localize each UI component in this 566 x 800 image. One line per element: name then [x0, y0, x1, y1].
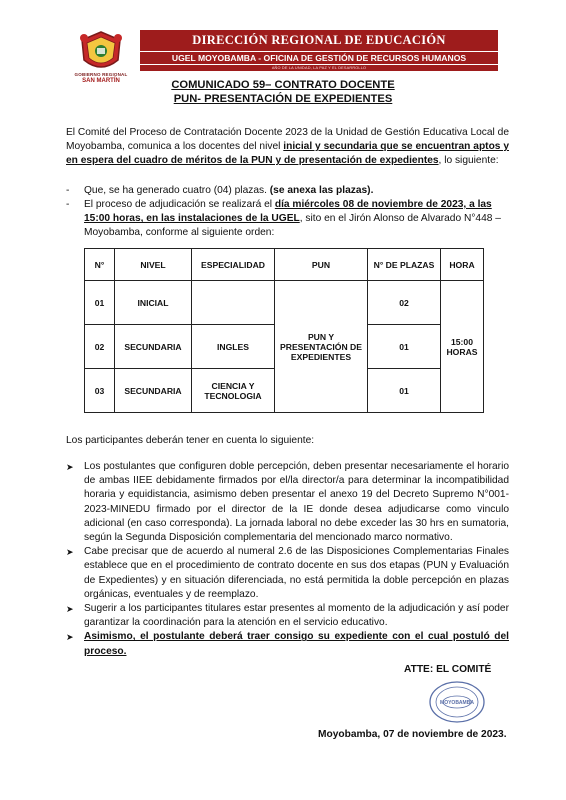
header-cell: HORA — [441, 249, 484, 281]
cell-n: 01 — [85, 281, 115, 325]
intro-text: El Comité del Proceso de Contratación Docente 2023 de la Unidad de Gestión Educativa Local de Moyobamba, comunica a los docentes del nivel — [66, 127, 509, 153]
dash-marker: - — [66, 185, 70, 196]
intro-text-end: , lo siguiente: — [438, 155, 499, 167]
bullet2-emphasis: día miércoles 08 de noviembre de 2023, a las 15:00 horas, en las instalaciones de la UGEL — [84, 199, 492, 225]
cell-especialidad: INGLES — [192, 325, 275, 369]
cell-n: 02 — [85, 325, 115, 369]
table-row — [85, 281, 484, 325]
bullet-adjudicacion — [66, 198, 509, 241]
seal-text: MOYOBAMBA — [440, 700, 474, 706]
cell-especialidad: CIENCIA Y TECNOLOGIA — [192, 369, 275, 413]
banner-sub: UGEL MOYOBAMBA - OFICINA DE GESTIÓN DE RECURSOS HUMANOS — [140, 52, 498, 64]
cell-nivel: INICIAL — [115, 281, 192, 325]
bullet2-text: El proceso de adjudicación se realizará el — [84, 199, 275, 210]
cell-plazas: 02 — [368, 281, 441, 325]
bullet-plazas — [66, 184, 509, 198]
regional-government-logo — [76, 30, 126, 74]
bullet1-emphasis: (se anexa las plazas). — [269, 185, 374, 196]
list-item — [66, 602, 509, 630]
intro-emphasis: inicial y secundaria que se encuentran aptos y en espera del cuadro de méritos de la PUN y de presentación de expedientes — [66, 141, 510, 167]
closing-date: Moyobamba, 07 de noviembre de 2023. — [318, 729, 507, 740]
item-text: Asimismo, el postulante deberá traer consigo su expediente con el cual postuló del proceso. — [84, 631, 509, 657]
instructions-list — [66, 460, 509, 659]
document-title-line2: PUN- PRESENTACIÓN DE EXPEDIENTES — [173, 93, 393, 105]
list-item — [66, 630, 509, 658]
list-item — [66, 460, 509, 545]
cell-pun-merged: PUN Y PRESENTACIÓN DE EXPEDIENTES — [275, 281, 368, 413]
cell-nivel: SECUNDARIA — [115, 369, 192, 413]
cell-plazas: 01 — [368, 325, 441, 369]
item-text: Los postulantes que configuren doble percepción, deben presentar necesariamente el horario de ambas IIEE debidamente firmados por el/la director/a para determinar la incompatibilidad horaria y equidistancia, asimismo deben presentar el anexo 19 del Decreto Supremo N°001-2023-MINEDU firmado por el director de la IE donde desea adjudicarse como vinculo adicional (en caso corresponda). La jornada laboral no debe exceder las 30 hrs en sumatoria, según la Segunda Disposición complementaria del mencionado marco normativo. — [84, 461, 509, 544]
cell-hora-merged: 15:00 HORAS — [441, 281, 484, 413]
header-cell: NIVEL — [115, 249, 192, 281]
banner-motto: AÑO DE LA UNIDAD, LA PAZ Y EL DESARROLLO — [140, 65, 498, 71]
table-header-row — [85, 249, 484, 281]
bullet1-text: Que, se ha generado cuatro (04) plazas. — [84, 185, 270, 196]
arrow-bullet-icon: ➤ — [66, 632, 74, 643]
cell-especialidad — [192, 281, 275, 325]
arrow-bullet-icon: ➤ — [66, 547, 74, 558]
dash-marker: - — [66, 199, 70, 210]
header-cell: ESPECIALIDAD — [192, 249, 275, 281]
cell-plazas: 01 — [368, 369, 441, 413]
header-cell: N° DE PLAZAS — [368, 249, 441, 281]
banner-main: DIRECCIÓN REGIONAL DE EDUCACIÓN — [140, 30, 498, 51]
item-text: Sugerir a los participantes titulares estar presentes al momento de la adjudicación y así poder garantizar la coordinación para la atención en el servicio educativo. — [84, 603, 509, 629]
header-cell: N° — [85, 249, 115, 281]
bullet2-text-end: , sito en el Jirón Alonso de Alvarado N°448 – Moyobamba, conforme al siguiente orden: — [84, 213, 501, 239]
cell-nivel: SECUNDARIA — [115, 325, 192, 369]
participants-note: Los participantes deberán tener en cuenta lo siguiente: — [66, 435, 315, 446]
logo-caption-line1: GOBIERNO REGIONAL — [74, 72, 128, 77]
document-title-line1: COMUNICADO 59– CONTRATO DOCENTE — [171, 79, 395, 91]
intro-paragraph — [66, 126, 509, 169]
cell-n: 03 — [85, 369, 115, 413]
logo-caption-line2: SAN MARTÍN — [82, 78, 120, 84]
arrow-bullet-icon: ➤ — [66, 604, 74, 615]
list-item — [66, 545, 509, 602]
plazas-table — [84, 248, 484, 413]
arrow-bullet-icon: ➤ — [66, 462, 74, 472]
committee-seal — [427, 679, 487, 725]
item-text: Cabe precisar que de acuerdo al numeral 2.6 de las Disposiciones Complementarias Finales establece que en el procedimiento de contrato docente en sus dos etapas (PUN y Evaluación de Expedientes) y en situación diferenciada, no está permitida la doble percepción en plazas orgánicas, eventuales y de reemplazo. — [84, 546, 509, 600]
header-cell: PUN — [275, 249, 368, 281]
signature-line: ATTE: EL COMITÉ — [404, 664, 492, 675]
